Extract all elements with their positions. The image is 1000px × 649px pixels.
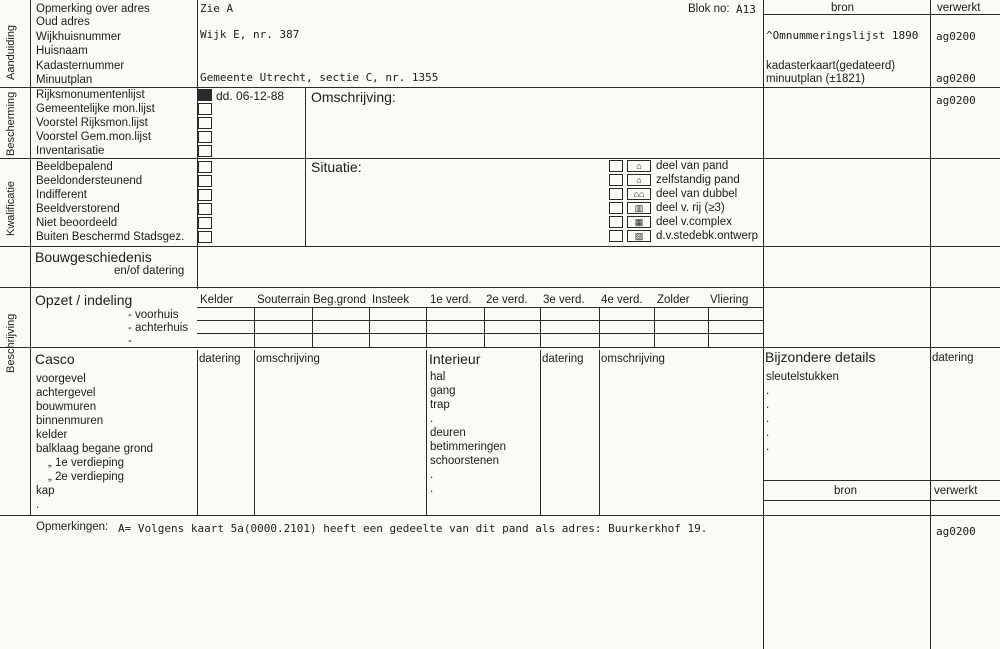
blok-value: A13 — [736, 3, 756, 16]
rule — [197, 333, 763, 334]
interieur-item: . — [430, 469, 434, 481]
wijk-value: Wijk E, nr. 387 — [200, 28, 300, 41]
floor-header: Kelder — [200, 294, 234, 306]
row-indifferent: Indifferent — [36, 189, 87, 201]
floor-header: Beg.grond — [313, 294, 367, 306]
side-label-beschrijving: Beschrijving — [5, 313, 17, 373]
row-rijksmonumentenlijst: Rijksmonumentenlijst — [36, 89, 145, 101]
rule — [599, 307, 600, 347]
rule — [312, 307, 313, 347]
verwerkt-header: verwerkt — [937, 2, 981, 14]
rule — [30, 0, 31, 515]
opzet-other: - — [128, 335, 132, 347]
row-wijkhuisnummer: Wijkhuisnummer — [36, 31, 121, 43]
casco-item: balklaag begane grond — [36, 443, 154, 455]
opmerkingen-value: A= Volgens kaart 5a(0000.2101) heeft een gedeelte van dit pand als adres: Buurkerkhof 19. — [118, 522, 708, 535]
floor-header: 3e verd. — [543, 294, 585, 306]
house-icon: ⌂ — [627, 174, 651, 186]
bijzondere-verwerkt: verwerkt — [934, 485, 978, 497]
rule — [930, 0, 931, 649]
omschrijving-label: Omschrijving: — [311, 89, 396, 105]
urban-plan-icon: ▨ — [627, 230, 651, 242]
interieur-omschrijving: omschrijving — [601, 353, 665, 365]
casco-item: achtergevel — [36, 387, 96, 399]
bijzondere-item: . — [766, 413, 770, 425]
interieur-item: . — [430, 483, 434, 495]
opzet-voorhuis: - voorhuis — [128, 309, 179, 321]
rule — [197, 350, 198, 515]
checkbox-situatie-1[interactable] — [609, 160, 623, 172]
rule — [484, 307, 485, 347]
floor-header: 2e verd. — [486, 294, 528, 306]
casco-omschrijving: omschrijving — [256, 353, 320, 365]
casco-item: kelder — [36, 429, 68, 441]
row-oud-adres: Oud adres — [36, 16, 90, 28]
row-voorstel-gem: Voorstel Gem.mon.lijst — [36, 131, 152, 143]
rule — [599, 350, 600, 515]
source-omnummering-verwerkt: ag0200 — [936, 30, 976, 43]
bijzondere-item: . — [766, 399, 770, 411]
row-houses-icon: ▥ — [627, 202, 651, 214]
situatie-option: deel van dubbel — [656, 188, 738, 200]
bescherming-date: dd. 06-12-88 — [216, 89, 285, 103]
bouwgeschiedenis-title: Bouwgeschiedenis — [35, 249, 152, 265]
bijzondere-item: . — [766, 427, 770, 439]
interieur-item: hal — [430, 371, 446, 383]
rule — [0, 87, 1000, 88]
rule — [369, 307, 370, 347]
double-house-icon: ⌂⌂ — [627, 188, 651, 200]
rule — [0, 347, 1000, 348]
checkbox-niet-beoordeeld[interactable] — [198, 217, 212, 229]
bijzondere-item: . — [766, 441, 770, 453]
checkbox-indifferent[interactable] — [198, 189, 212, 201]
floor-header: 4e verd. — [601, 294, 643, 306]
complex-icon: ▦ — [627, 216, 651, 228]
floor-header: Insteek — [372, 294, 410, 306]
floor-header: 1e verd. — [430, 294, 472, 306]
source-kadaster-verwerkt: ag0200 — [936, 72, 976, 85]
casco-item: „ 1e verdieping — [48, 457, 125, 469]
casco-item: bouwmuren — [36, 401, 97, 413]
interieur-item: gang — [430, 385, 456, 397]
situatie-option: d.v.stedebk.ontwerp — [656, 230, 759, 242]
rule — [0, 515, 1000, 516]
bescherming-verwerkt: ag0200 — [936, 94, 976, 107]
situatie-label: Situatie: — [311, 159, 362, 175]
rule — [540, 307, 541, 347]
checkbox-voorstel-gem[interactable] — [198, 131, 212, 143]
bijzondere-datering: datering — [932, 352, 974, 364]
rule — [254, 307, 255, 347]
casco-item: voorgevel — [36, 373, 86, 385]
side-label-aanduiding: Aanduiding — [5, 24, 17, 80]
checkbox-situatie-2[interactable] — [609, 174, 623, 186]
checkbox-buiten-beschermd[interactable] — [198, 231, 212, 243]
checkbox-situatie-6[interactable] — [609, 230, 623, 242]
row-kadasternummer: Kadasternummer — [36, 60, 125, 72]
interieur-item: deuren — [430, 427, 466, 439]
rule — [426, 307, 427, 347]
situatie-option: deel v.complex — [656, 216, 732, 228]
source-omnummering: ^Omnummeringslijst 1890 — [766, 29, 919, 42]
casco-item: binnenmuren — [36, 415, 104, 427]
source-kadaster-1: kadasterkaart(gedateerd) — [766, 60, 896, 72]
row-huisnaam: Huisnaam — [36, 45, 88, 57]
checkbox-situatie-4[interactable] — [609, 202, 623, 214]
situatie-option: deel van pand — [656, 160, 729, 172]
interieur-item: betimmeringen — [430, 441, 507, 453]
row-beeldondersteunend: Beeldondersteunend — [36, 175, 143, 187]
checkbox-rijksmonument[interactable] — [198, 89, 212, 101]
checkbox-situatie-5[interactable] — [609, 216, 623, 228]
checkbox-voorstel-rijksmon[interactable] — [198, 117, 212, 129]
rule — [426, 350, 427, 515]
rule — [254, 350, 255, 515]
opzet-title: Opzet / indeling — [35, 292, 133, 308]
casco-item: kap — [36, 485, 55, 497]
datering-sub: en/of datering — [114, 265, 185, 277]
interieur-item: schoorstenen — [430, 455, 500, 467]
rule — [197, 320, 763, 321]
row-niet-beoordeeld: Niet beoordeeld — [36, 217, 118, 229]
floor-header: Zolder — [657, 294, 690, 306]
casco-datering: datering — [199, 353, 241, 365]
row-inventarisatie: Inventarisatie — [36, 145, 105, 157]
bijzondere-item: sleutelstukken — [766, 371, 839, 383]
casco-title: Casco — [35, 351, 75, 367]
minuutplan-value: Gemeente Utrecht, sectie C, nr. 1355 — [200, 71, 439, 84]
bijzondere-title: Bijzondere details — [765, 349, 876, 365]
rule — [540, 350, 541, 515]
bijzondere-item: . — [766, 385, 770, 397]
rule — [654, 307, 655, 347]
bijzondere-bron: bron — [834, 485, 858, 497]
row-buiten-beschermd: Buiten Beschermd Stadsgez. — [36, 231, 185, 243]
opzet-achterhuis: - achterhuis — [128, 322, 189, 334]
interieur-datering: datering — [542, 353, 584, 365]
source-kadaster-2: minuutplan (±1821) — [766, 73, 866, 85]
casco-item: . — [36, 499, 40, 511]
row-beeldbepalend: Beeldbepalend — [36, 161, 113, 173]
row-minuutplan: Minuutplan — [36, 74, 93, 86]
row-opmerking-adres: Opmerking over adres — [36, 3, 150, 15]
checkbox-beeldverstorend[interactable] — [198, 203, 212, 215]
casco-item: „ 2e verdieping — [48, 471, 125, 483]
floor-header: Souterrain — [257, 294, 311, 306]
rule — [708, 307, 709, 347]
blok-label: Blok no: — [688, 3, 730, 15]
rule — [0, 246, 1000, 247]
floor-header: Vliering — [710, 294, 749, 306]
house-part-icon: ⌂ — [627, 160, 651, 172]
checkbox-situatie-3[interactable] — [609, 188, 623, 200]
row-beeldverstorend: Beeldverstorend — [36, 203, 120, 215]
side-label-kwalificatie: Kwalificatie — [5, 180, 17, 236]
rule — [0, 158, 1000, 159]
situatie-option: deel v. rij (≥3) — [656, 202, 725, 214]
checkbox-inventarisatie[interactable] — [198, 145, 212, 157]
opmerkingen-verwerkt: ag0200 — [936, 525, 976, 538]
rule — [0, 287, 1000, 288]
situatie-option: zelfstandig pand — [656, 174, 740, 186]
row-gemeentelijke: Gemeentelijke mon.lijst — [36, 103, 155, 115]
opmerkingen-label: Opmerkingen: — [36, 521, 109, 533]
checkbox-beeldondersteunend[interactable] — [198, 175, 212, 187]
rule — [763, 0, 764, 649]
checkbox-gemeentelijk[interactable] — [198, 103, 212, 115]
opmerking-value: Zie A — [200, 2, 234, 15]
rule — [763, 480, 1000, 481]
rule — [197, 307, 763, 308]
interieur-title: Interieur — [429, 351, 481, 367]
rule — [763, 500, 1000, 501]
interieur-item: trap — [430, 399, 450, 411]
row-voorstel-rijksmon: Voorstel Rijksmon.lijst — [36, 117, 148, 129]
bron-header: bron — [831, 2, 855, 14]
interieur-item: . — [430, 413, 434, 425]
side-label-bescherming: Bescherming — [5, 91, 17, 156]
rule — [305, 87, 306, 247]
checkbox-beeldbepalend[interactable] — [198, 161, 212, 173]
